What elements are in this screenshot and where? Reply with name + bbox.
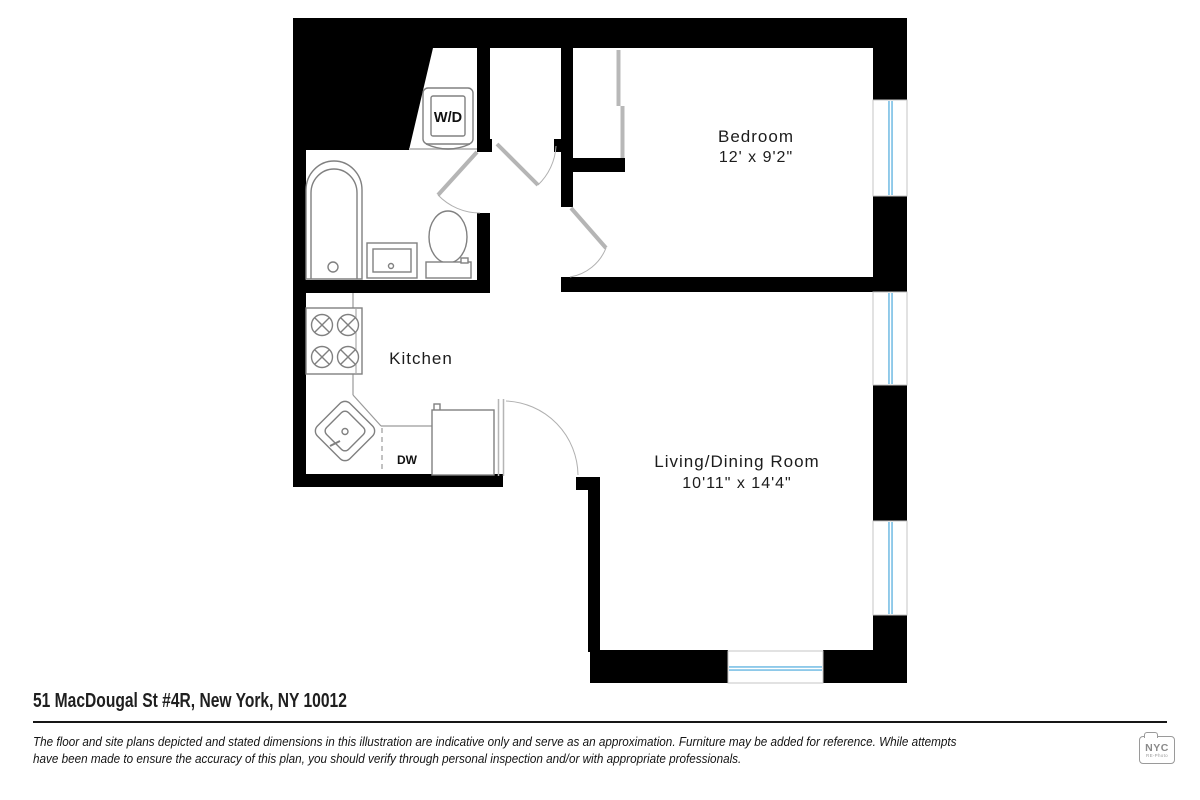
bedroom-label: Bedroom — [718, 127, 794, 146]
wall-bath-right-upper — [477, 48, 490, 152]
logo-text: NYC — [1145, 741, 1169, 754]
wall-kitchen-bottom — [293, 474, 503, 487]
bedroom-door-arc — [570, 248, 606, 277]
wall-closet-bottom — [561, 158, 625, 172]
bathtub — [306, 161, 362, 279]
camera-logo-icon — [1139, 736, 1175, 764]
bedroom-door-panel — [571, 208, 606, 248]
wall-living-left — [588, 477, 600, 652]
wall-bedroom-bottom — [561, 277, 907, 292]
wall-nub-entry-left — [477, 139, 492, 152]
wall-bath-bottom — [293, 280, 490, 293]
living-dining-label: Living/Dining Room — [654, 452, 820, 471]
washer-dryer-label: W/D — [433, 110, 463, 126]
wall-top — [293, 18, 907, 48]
closet-door-panel — [497, 144, 538, 185]
bathroom-door-arc — [438, 195, 480, 213]
window-living-right-upper — [873, 292, 907, 385]
living-dining-dimensions: 10'11" x 14'4" — [682, 475, 792, 492]
footer-divider — [33, 721, 1167, 723]
wall-top-left-wedge — [293, 48, 433, 150]
entrance-door-arc — [506, 401, 578, 475]
address-title: 51 MacDougal St #4R, New York, NY 10012 — [33, 690, 347, 712]
toilet — [426, 211, 471, 278]
wall-left — [293, 18, 306, 487]
stove — [306, 308, 362, 374]
walls — [293, 18, 907, 683]
refrigerator — [432, 404, 494, 475]
disclaimer-text — [33, 733, 957, 767]
kitchen-sink — [312, 398, 377, 463]
wall-entry — [561, 48, 573, 207]
wall-bottom-left — [590, 650, 728, 683]
logo-subtext: RE-Photo — [1146, 752, 1168, 758]
window-bedroom-right — [873, 100, 907, 196]
dishwasher-label: DW — [397, 453, 417, 467]
wall-bottom-right — [823, 650, 907, 683]
window-living-bottom — [728, 651, 823, 683]
bathtub-drain — [328, 262, 338, 272]
closet-door-arc — [538, 146, 556, 185]
wall-right-3 — [873, 385, 907, 521]
disclaimer-line-1: The floor and site plans depicted and stated dimensions in this illustration are indicative only and serve as an approximation. Furniture may be added for reference. While attempts — [33, 734, 957, 749]
kitchen-label: Kitchen — [389, 349, 453, 368]
disclaimer-line-2: have been made to ensure the accuracy of this plan, you should verify through personal inspection and/or with appropriate professionals. — [33, 751, 742, 766]
bathroom-door-panel — [438, 152, 477, 195]
bathroom-sink — [367, 243, 417, 278]
bedroom-dimensions: 12' x 9'2" — [718, 149, 794, 166]
window-living-right-lower — [873, 521, 907, 615]
wall-right-2 — [873, 196, 907, 292]
kitchen-counter — [353, 293, 432, 473]
wall-right-1 — [873, 18, 907, 100]
